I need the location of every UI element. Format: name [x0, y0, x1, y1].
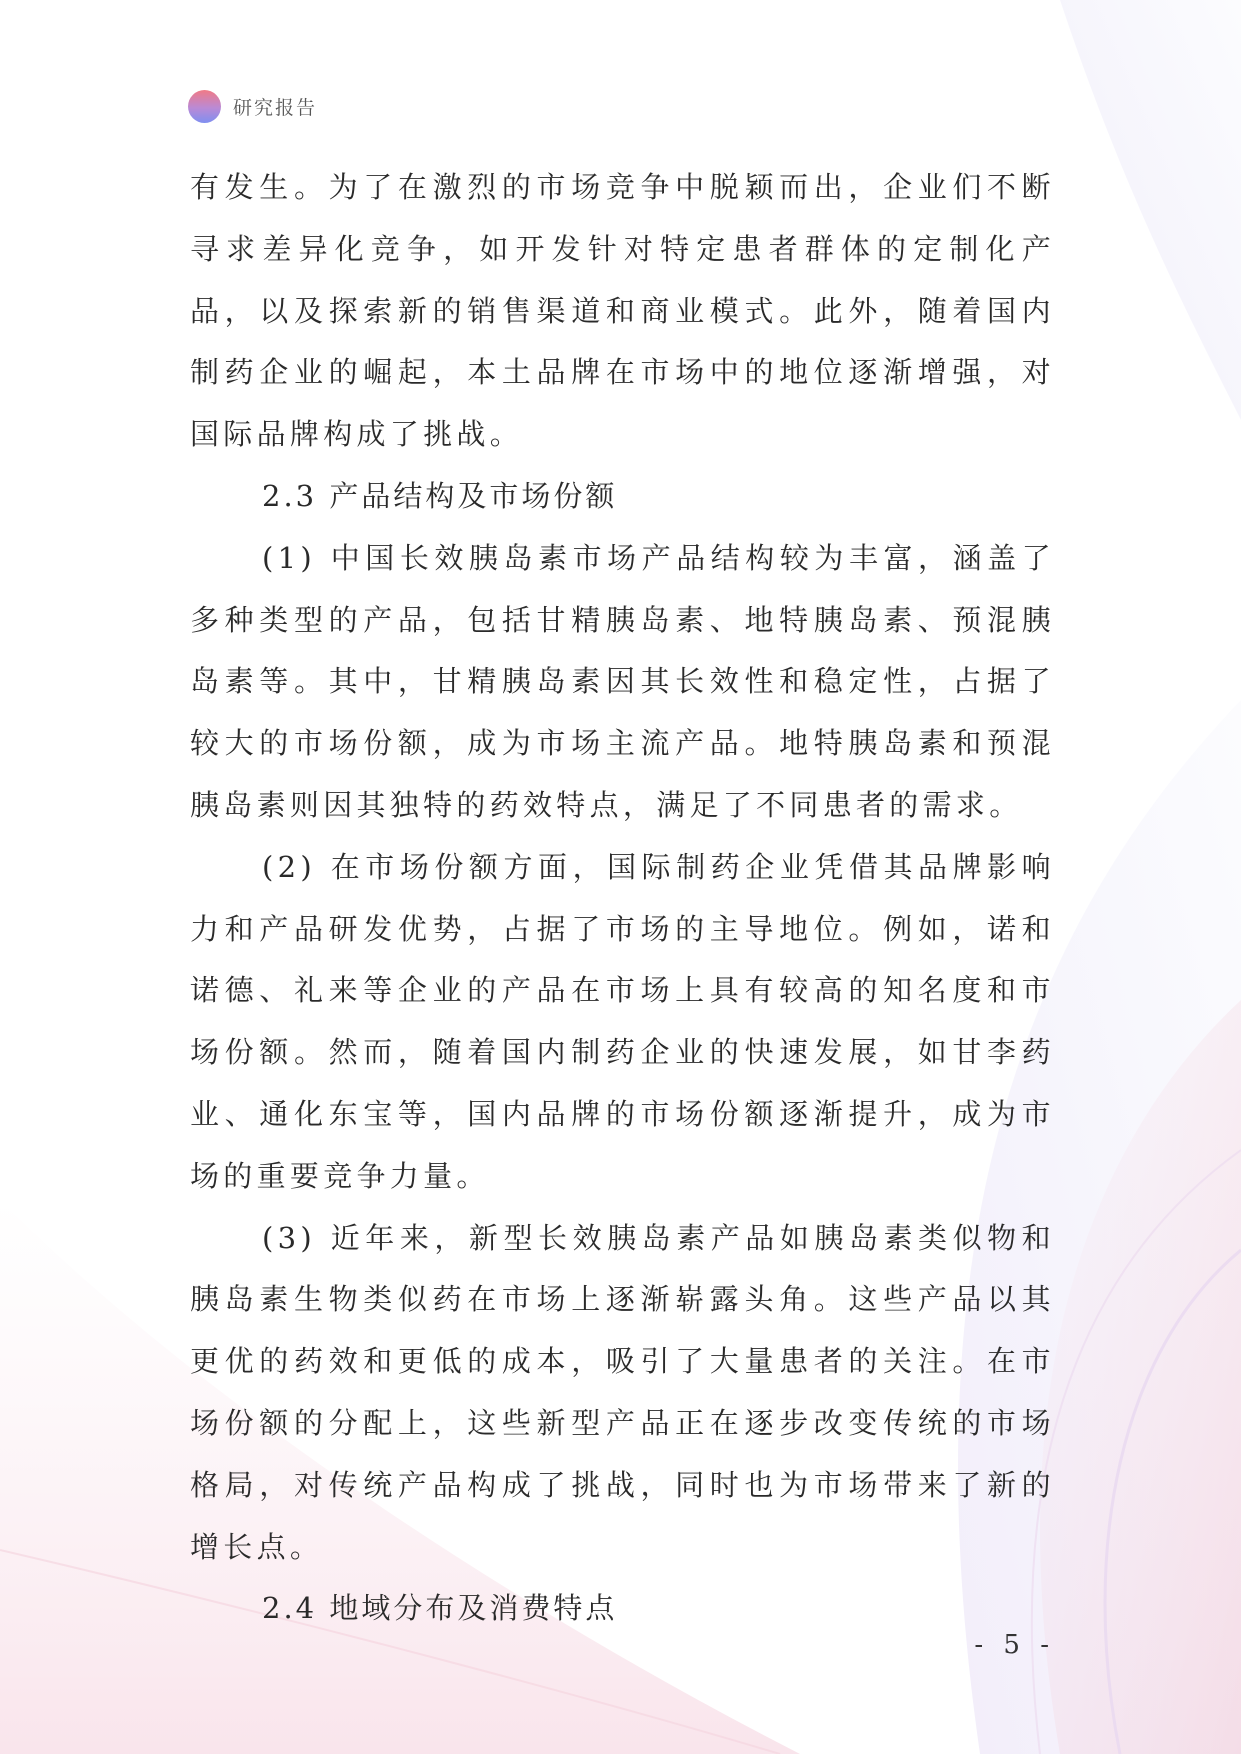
logo-circle-icon: [188, 90, 221, 123]
paragraph-new-products: (3) 近年来，新型长效胰岛素产品如胰岛素类似物和胰岛素生物类似药在市场上逐渐崭露头角。这些产品以其更优的药效和更低的成本，吸引了大量患者的关注。在市场份额的分配上，这些新型产品正在逐步改变传统的市场格局，对传统产品构成了挑战，同时也为市场带来了新的增长点。: [190, 1220, 1055, 1564]
paragraph-product-structure: (1) 中国长效胰岛素市场产品结构较为丰富，涵盖了多种类型的产品，包括甘精胰岛素、地特胰岛素、预混胰岛素等。其中，甘精胰岛素因其长效性和稳定性，占据了较大的市场份额，成为市场主流产品。地特胰岛素和预混胰岛素则因其独特的药效特点，满足了不同患者的需求。: [190, 540, 1055, 822]
page-header: [188, 88, 317, 124]
paragraph-market-share: (2) 在市场份额方面，国际制药企业凭借其品牌影响力和产品研发优势，占据了市场的主导地位。例如，诺和诺德、礼来等企业的产品在市场上具有较高的知名度和市场份额。然而，随着国内制药企业的快速发展，如甘李药业、通化东宝等，国内品牌的市场份额逐渐提升，成为市场的重要竞争力量。: [190, 849, 1055, 1193]
paragraph-continuation: 有发生。为了在激烈的市场竞争中脱颖而出，企业们不断寻求差异化竞争，如开发针对特定患者群体的定制化产品，以及探索新的销售渠道和商业模式。此外，随着国内制药企业的崛起，本土品牌在市场中的地位逐渐增强，对国际品牌构成了挑战。: [190, 170, 1055, 452]
header-title: 研究报告: [233, 96, 318, 119]
page-number: - 5 -: [974, 1630, 1055, 1660]
section-heading-2-4: 2.4 地域分布及消费特点: [262, 1591, 618, 1626]
section-heading-2-3: 2.3 产品结构及市场份额: [262, 478, 618, 513]
document-body: [190, 157, 1055, 1640]
